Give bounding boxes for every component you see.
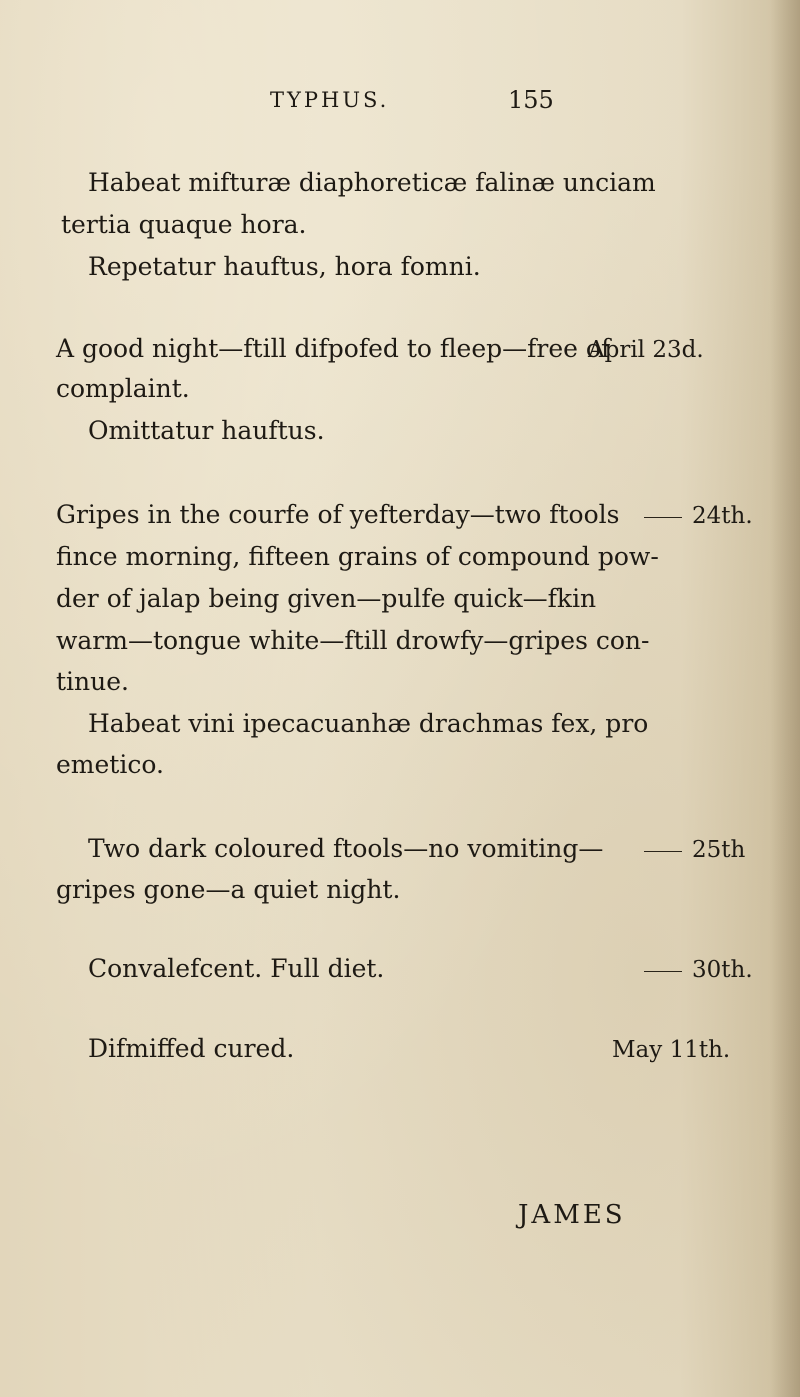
- entry-5-date: 30th.: [692, 957, 753, 983]
- entry-1-line-1: Habeat mifturæ diaphoreticæ falinæ unciam: [88, 168, 656, 197]
- entry-5-line-1: Convalefcent. Full diet.: [88, 954, 385, 983]
- entry-4-line-1: Two dark coloured ftools—no vomiting—: [88, 834, 604, 863]
- entry-6-line-1: Difmiffed cured.: [88, 1034, 295, 1063]
- entry-5-date-wrap: [644, 955, 753, 985]
- entry-1-line-3: Repetatur hauftus, hora fomni.: [88, 252, 481, 281]
- date-dash: [644, 971, 682, 972]
- entry-2-line-3: Omittatur hauftus.: [88, 416, 325, 445]
- entry-3-line-2: fince morning, fifteen grains of compound pow-: [56, 542, 659, 571]
- running-head: TYPHUS.: [270, 88, 390, 112]
- entry-2-line-2: complaint.: [56, 374, 190, 403]
- entry-2-line-1: A good night—ftill difpofed to fleep—free of: [56, 334, 611, 363]
- entry-4-date: 25th: [692, 837, 746, 863]
- entry-4-date-wrap: [644, 835, 745, 865]
- page-number: 155: [508, 86, 554, 114]
- entry-3-line-4: warm—tongue white—ftill drowfy—gripes con-: [56, 626, 650, 655]
- entry-3-line-6: Habeat vini ipecacuanhæ drachmas fex, pro: [88, 709, 649, 738]
- entry-3-date-wrap: [644, 501, 753, 531]
- date-dash: [644, 517, 682, 518]
- entry-3-line-7: emetico.: [56, 750, 164, 779]
- page-edge-shadow: [770, 0, 800, 1397]
- entry-6-date: May 11th.: [612, 1037, 731, 1063]
- entry-3-line-3: der of jalap being given—pulfe quick—fkin: [56, 584, 597, 613]
- entry-1-line-2: tertia quaque hora.: [61, 210, 307, 239]
- entry-3-line-1: Gripes in the courfe of yefterday—two ftools: [56, 500, 620, 529]
- entry-2-date: April 23d.: [588, 337, 704, 363]
- entry-4-line-2: gripes gone—a quiet night.: [56, 875, 401, 904]
- date-dash: [644, 851, 682, 852]
- entry-3-date: 24th.: [692, 503, 753, 529]
- entry-3-line-5: tinue.: [56, 667, 129, 696]
- catchword: JAMES: [518, 1200, 626, 1230]
